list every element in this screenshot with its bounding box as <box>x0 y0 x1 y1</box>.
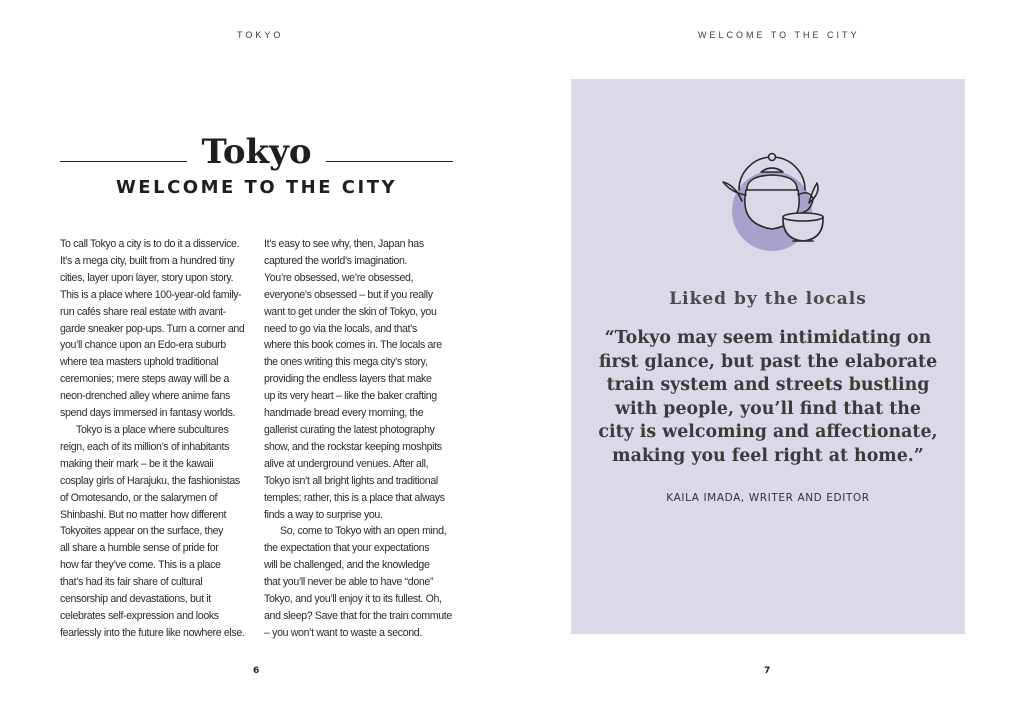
body-column-right <box>264 236 460 642</box>
body-text-line: Tokyoites appear on the surface, they <box>60 525 224 538</box>
body-text-line: celebrates self-expression and looks <box>60 609 219 622</box>
body-text-line: want to get under the skin of Tokyo, you <box>264 305 437 318</box>
body-text-line: It’s a mega city, built from a hundred tiny <box>60 254 235 267</box>
body-text-line: To call Tokyo a city is to do it a disservice. <box>60 238 240 250</box>
body-text-line: of Omotesando, or the salarymen of <box>60 491 218 504</box>
sidebar-heading: Liked by the locals <box>669 289 867 309</box>
quote-line: first glance, but past the elaborate <box>598 351 938 372</box>
body-text-line: – you won’t want to waste a second. <box>264 626 422 639</box>
body-text-line: that’s had its fair share of cultural <box>60 576 203 589</box>
body-column-left <box>60 236 256 642</box>
body-text-line: Tokyo is a place where subcultures <box>76 423 229 436</box>
body-text-line: alive at underground venues. After all, <box>264 457 429 470</box>
body-text-line: everyone’s obsessed – but if you really <box>264 288 433 301</box>
quote-line: making you feel right at home.” <box>612 445 924 466</box>
body-text-line: censorship and devastations, but it <box>60 593 211 606</box>
body-text-line: and sleep? Save that for the train commute <box>264 609 452 622</box>
body-text-line: you’ll chance upon an Edo-era suburb <box>60 339 226 352</box>
body-text-line: cosplay girls of Harajuku, the fashionistas <box>60 474 240 487</box>
chapter-title: Tokyo <box>60 132 453 172</box>
body-text-line: run cafés share real estate with avant- <box>60 305 226 318</box>
body-text-line: handmade bread every morning, the <box>264 407 424 420</box>
teapot-icon <box>709 131 829 251</box>
body-text-line: the expectation that your expectations <box>264 542 430 555</box>
body-text-line: finds a way to surprise you. <box>264 508 383 521</box>
page-number-left: 6 <box>253 666 260 676</box>
body-text-line: It’s easy to see why, then, Japan has <box>264 238 424 250</box>
body-text-line: ceremonies; mere steps away will be a <box>60 373 229 386</box>
body-text-line: gallerist curating the latest photography <box>264 423 435 436</box>
body-text-line: that you’ll never be able to have “done” <box>264 576 434 589</box>
chapter-subtitle: WELCOME TO THE CITY <box>115 177 398 198</box>
body-text-line: making their mark – be it the kawaii <box>60 457 214 470</box>
body-text-line: captured the world’s imagination. <box>264 254 408 267</box>
body-text-line: garde sneaker pop-ups. Turn a corner and <box>60 322 245 335</box>
quote-sidebar <box>571 79 965 634</box>
body-text-line: cities, layer upon layer, story upon story. <box>60 271 234 284</box>
body-text-line: how far they’ve come. This is a place <box>60 559 221 572</box>
body-text-line: fearlessly into the future like nowhere else. <box>60 626 245 639</box>
quote-line: train system and streets bustling <box>606 375 930 396</box>
quote-line: with people, you’ll find that the <box>614 398 922 419</box>
body-text-line: where tea masters uphold traditional <box>60 356 219 369</box>
body-text-line: where this book comes in. The locals are <box>264 339 442 352</box>
body-text-line: spend days immersed in fantasy worlds. <box>60 407 236 420</box>
quote-line: “Tokyo may seem intimidating on <box>604 328 932 348</box>
body-text-line: Tokyo, and you’ll enjoy it to its fullest. Oh, <box>264 593 442 606</box>
quote-line: city is welcoming and affectionate, <box>598 422 938 443</box>
pull-quote <box>591 327 945 469</box>
page-number-right: 7 <box>764 666 771 676</box>
body-text-line: need to go via the locals, and that’s <box>264 322 417 335</box>
running-head-right: WELCOME TO THE CITY <box>698 30 860 40</box>
quote-attribution: KAILA IMADA, WRITER AND EDITOR <box>666 492 870 504</box>
body-text-line: reign, each of its million’s of inhabitants <box>60 440 230 453</box>
body-text-line: will be challenged, and the knowledge <box>264 559 430 572</box>
body-text-line: temples; rather, this is a place that always <box>264 491 445 504</box>
body-text-line: neon-drenched alley where anime fans <box>60 390 230 403</box>
running-head-left: TOKYO <box>237 30 284 40</box>
body-text-line: up its very heart – like the baker crafting <box>264 390 437 403</box>
body-text-line: the ones writing this mega city’s story, <box>264 356 428 369</box>
body-text-line: Tokyo isn’t all bright lights and traditional <box>264 474 438 487</box>
body-text-line: So, come to Tokyo with an open mind, <box>280 525 447 538</box>
chapter-title-block <box>60 132 453 172</box>
body-text-line: all share a humble sense of pride for <box>60 542 219 555</box>
body-text-line: show, and the rockstar keeping moshpits <box>264 440 442 453</box>
body-text-line: This is a place where 100-year-old family- <box>60 288 242 301</box>
body-text-line: Shinbashi. But no matter how different <box>60 508 227 521</box>
body-text-line: You’re obsessed, we’re obsessed, <box>264 271 414 284</box>
body-text-line: providing the endless layers that make <box>264 373 432 386</box>
